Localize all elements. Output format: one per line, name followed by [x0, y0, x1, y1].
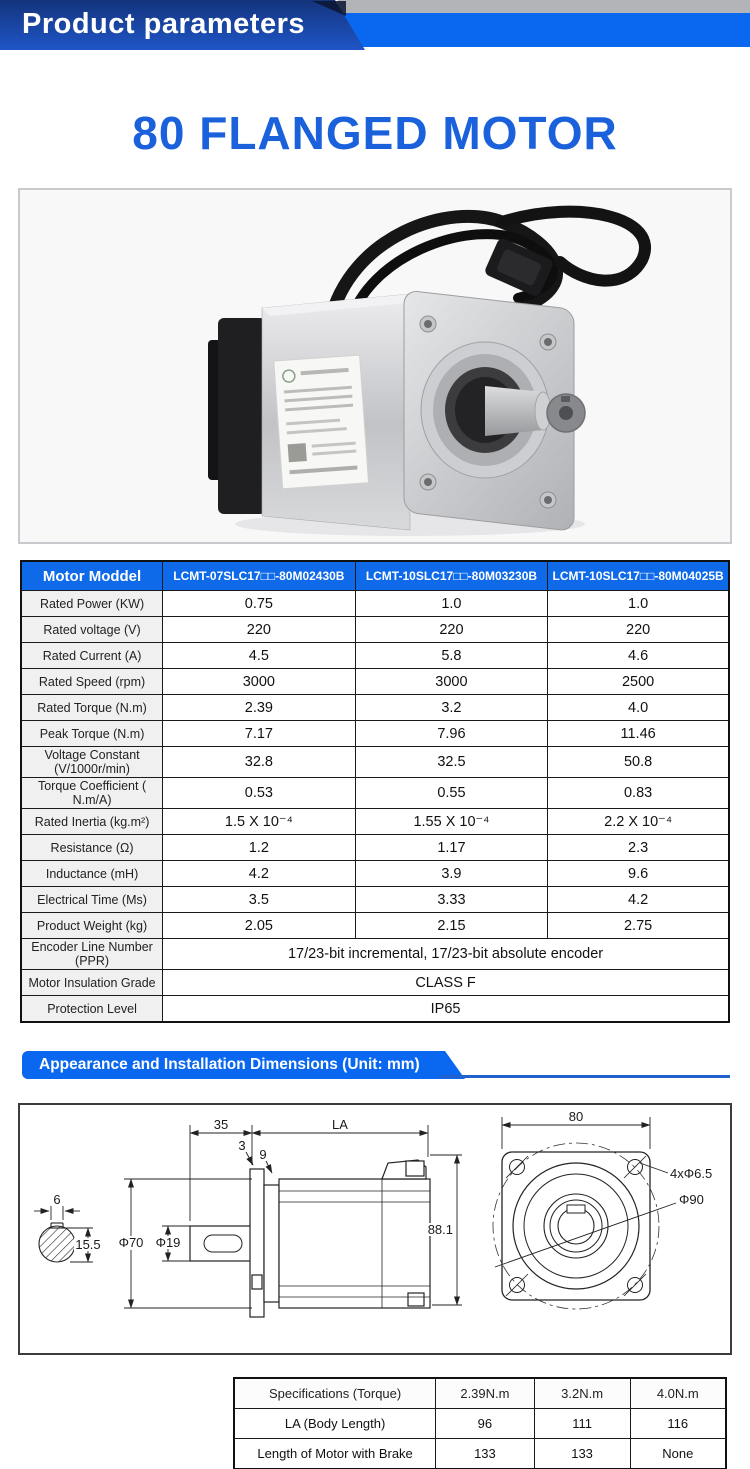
spec-label: Product Weight (kg)	[21, 913, 163, 939]
spec-table	[20, 560, 730, 1023]
spec-span-row	[21, 970, 729, 996]
dim-88-1-label: 88.1	[427, 1222, 453, 1237]
spec-label: Protection Level	[21, 996, 163, 1023]
length-value: 133	[534, 1439, 630, 1469]
length-value: 111	[534, 1409, 630, 1439]
spec-value: 0.55	[355, 778, 548, 809]
length-value: None	[630, 1439, 726, 1469]
dim-4xphi6-5-label: 4xΦ6.5	[670, 1166, 713, 1181]
spec-value: 3.9	[355, 861, 548, 887]
length-header: Specifications (Torque)	[234, 1378, 436, 1409]
dim-9-label: 9	[259, 1147, 267, 1162]
spec-value: 0.83	[548, 778, 729, 809]
dim-la-label: LA	[332, 1117, 348, 1132]
ribbon-fold	[312, 1, 346, 16]
model-header: LCMT-07SLC17□□-80M02430B	[163, 561, 356, 591]
spec-value: 2.15	[355, 913, 548, 939]
rear-housing	[218, 318, 266, 514]
spec-value: 220	[163, 617, 356, 643]
gray-strip	[338, 0, 750, 13]
length-row	[234, 1409, 726, 1439]
spec-label: Motor Insulation Grade	[21, 970, 163, 996]
dim-15-5-label: 15.5	[75, 1237, 101, 1252]
spec-value: 1.0	[355, 591, 548, 617]
spec-label: Electrical Time (Ms)	[21, 887, 163, 913]
spec-value: 1.5 X 10⁻⁴	[163, 809, 356, 835]
spec-label: Rated Torque (N.m)	[21, 695, 163, 721]
banner-title: Product parameters	[22, 8, 305, 40]
spec-row	[21, 778, 729, 809]
page-title: 80 FLANGED MOTOR	[132, 107, 618, 159]
spec-value: 3000	[355, 669, 548, 695]
spec-row	[21, 809, 729, 835]
dim-35-label: 35	[213, 1117, 229, 1132]
length-table	[233, 1377, 727, 1469]
dim-3-label: 3	[238, 1138, 246, 1153]
spec-label: Rated Speed (rpm)	[21, 669, 163, 695]
spec-row	[21, 913, 729, 939]
spec-row	[21, 617, 729, 643]
shaft-cross-section	[39, 1223, 75, 1262]
spec-value: 3.33	[355, 887, 548, 913]
dimensions-banner	[0, 1051, 750, 1079]
dim-phi70-label: Φ70	[118, 1235, 144, 1250]
spec-value: 0.53	[163, 778, 356, 809]
spec-corner-cell: Motor Moddel	[21, 561, 163, 591]
spec-row	[21, 643, 729, 669]
spec-row	[21, 887, 729, 913]
spec-value: 1.0	[548, 591, 729, 617]
spec-value: 4.0	[548, 695, 729, 721]
spec-row	[21, 747, 729, 778]
banner-underline	[440, 1075, 730, 1078]
product-photo-frame	[18, 188, 732, 544]
spec-value: 2.05	[163, 913, 356, 939]
spec-value: 7.96	[355, 721, 548, 747]
length-label: Length of Motor with Brake	[234, 1439, 436, 1469]
length-value: 96	[436, 1409, 534, 1439]
spec-value: 4.5	[163, 643, 356, 669]
spec-span-value: CLASS F	[163, 970, 729, 996]
spec-value: 4.2	[163, 861, 356, 887]
spec-value: 4.2	[548, 887, 729, 913]
length-header: 2.39N.m	[436, 1378, 534, 1409]
spec-label: Rated Inertia (kg.m²)	[21, 809, 163, 835]
length-row	[234, 1439, 726, 1469]
spec-value: 2.3	[548, 835, 729, 861]
dimensions-banner-title: Appearance and Installation Dimensions (Unit: mm)	[39, 1056, 420, 1073]
spec-label: Resistance (Ω)	[21, 835, 163, 861]
spec-label: Torque Coefficient ( N.m/A)	[21, 778, 163, 809]
length-header: 4.0N.m	[630, 1378, 726, 1409]
dimension-drawing	[20, 1105, 730, 1353]
spec-row	[21, 861, 729, 887]
dim-6	[34, 1206, 80, 1220]
spec-label: Inductance (mH)	[21, 861, 163, 887]
motor-front-view	[493, 1143, 659, 1309]
dim-9-leader	[266, 1161, 272, 1173]
spec-row	[21, 591, 729, 617]
spec-value: 1.17	[355, 835, 548, 861]
dim-6-label: 6	[53, 1192, 61, 1207]
dimension-drawing-frame	[18, 1103, 732, 1355]
spec-value: 2.75	[548, 913, 729, 939]
spec-value: 0.75	[163, 591, 356, 617]
dim-phi90-label: Φ90	[679, 1192, 704, 1207]
top-banner	[0, 0, 750, 50]
model-header: LCMT-10SLC17□□-80M03230B	[355, 561, 548, 591]
spec-span-value: IP65	[163, 996, 729, 1023]
spec-row	[21, 721, 729, 747]
length-value: 116	[630, 1409, 726, 1439]
spec-label: Encoder Line Number (PPR)	[21, 939, 163, 970]
spec-row	[21, 669, 729, 695]
spec-value: 50.8	[548, 747, 729, 778]
spec-value: 3.2	[355, 695, 548, 721]
spec-span-row	[21, 939, 729, 970]
dim-phi19-label: Φ19	[155, 1235, 181, 1250]
spec-value: 4.6	[548, 643, 729, 669]
spec-value: 32.5	[355, 747, 548, 778]
length-header: 3.2N.m	[534, 1378, 630, 1409]
spec-value: 1.55 X 10⁻⁴	[355, 809, 548, 835]
spec-span-row	[21, 996, 729, 1023]
spec-value: 220	[355, 617, 548, 643]
spec-value: 9.6	[548, 861, 729, 887]
spec-value: 3000	[163, 669, 356, 695]
spec-value: 220	[548, 617, 729, 643]
spec-label: Voltage Constant (V/1000r/min)	[21, 747, 163, 778]
spec-label: Rated voltage (V)	[21, 617, 163, 643]
spec-row	[21, 695, 729, 721]
spec-value: 5.8	[355, 643, 548, 669]
spec-value: 1.2	[163, 835, 356, 861]
length-value: 133	[436, 1439, 534, 1469]
length-table-header-row	[234, 1378, 726, 1409]
motor-photo	[20, 190, 730, 542]
spec-label: Peak Torque (N.m)	[21, 721, 163, 747]
motor-side-view	[190, 1160, 430, 1317]
spec-value: 2.39	[163, 695, 356, 721]
spec-value: 2500	[548, 669, 729, 695]
spec-header-row	[21, 561, 729, 591]
spec-value: 3.5	[163, 887, 356, 913]
spec-value: 11.46	[548, 721, 729, 747]
spec-row	[21, 835, 729, 861]
spec-span-value: 17/23-bit incremental, 17/23-bit absolute encoder	[163, 939, 729, 970]
spec-label: Rated Power (KW)	[21, 591, 163, 617]
spec-value: 32.8	[163, 747, 356, 778]
length-label: LA (Body Length)	[234, 1409, 436, 1439]
spec-label: Rated Current (A)	[21, 643, 163, 669]
nameplate-label	[274, 355, 369, 489]
spec-value: 2.2 X 10⁻⁴	[548, 809, 729, 835]
spec-value: 7.17	[163, 721, 356, 747]
model-header: LCMT-10SLC17□□-80M04025B	[548, 561, 729, 591]
dim-80-label: 80	[568, 1109, 584, 1124]
